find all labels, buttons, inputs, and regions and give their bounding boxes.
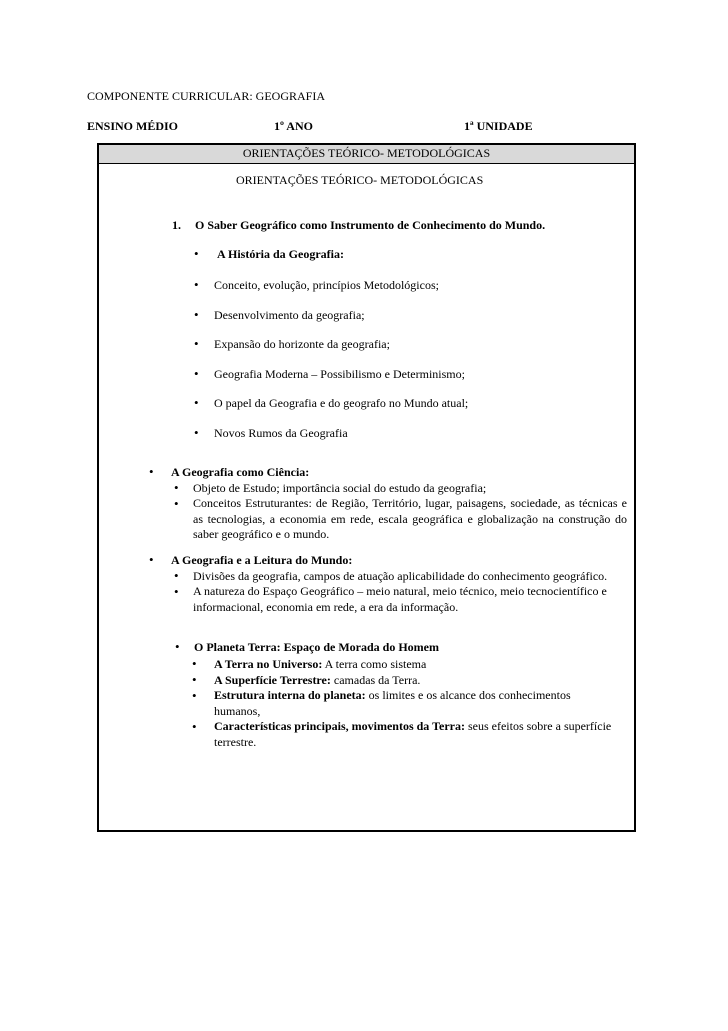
- list-item: [214, 657, 426, 672]
- orientations-box-header: ORIENTAÇÕES TEÓRICO- METODOLÓGICAS: [99, 145, 634, 164]
- section3-title: A Geografia e a Leitura do Mundo:: [171, 553, 353, 567]
- bullet-icon: •: [194, 277, 199, 292]
- bullet-icon: •: [149, 464, 154, 479]
- section1-subtitle: A História da Geografia:: [217, 247, 344, 261]
- bullet-icon: •: [194, 307, 199, 322]
- bullet-icon: •: [192, 672, 197, 687]
- curricular-component: COMPONENTE CURRICULAR: GEOGRAFIA: [87, 89, 326, 103]
- bullet-icon: •: [174, 496, 179, 511]
- bullet-icon: •: [194, 395, 199, 410]
- list-item: Expansão do horizonte da geografia;: [214, 337, 390, 351]
- section1-title: O Saber Geográfico como Instrumento de Conhecimento do Mundo.: [195, 218, 546, 232]
- list-item: [214, 688, 604, 719]
- list-item: Novos Rumos da Geografia: [214, 426, 348, 440]
- list-item-heading: Estrutura interna do planeta:: [214, 688, 366, 702]
- bullet-icon: •: [174, 568, 179, 583]
- list-item-heading: Características principais, movimentos da Terra:: [214, 719, 465, 733]
- list-item: Geografia Moderna – Possibilismo e Determinismo;: [214, 367, 465, 381]
- teaching-unit: 1ª UNIDADE: [464, 119, 533, 133]
- section2-title: A Geografia como Ciência:: [171, 465, 310, 479]
- list-item-heading: A Terra no Universo:: [214, 657, 323, 671]
- bullet-icon: •: [192, 719, 197, 734]
- bullet-icon: •: [192, 656, 197, 671]
- list-item: Objeto de Estudo; importância social do estudo da geografia;: [193, 481, 487, 495]
- bullet-icon: •: [194, 425, 199, 440]
- bullet-icon: •: [194, 246, 199, 261]
- list-item: A natureza do Espaço Geográfico – meio natural, meio técnico, meio tecnocientífico e informacional, economia em rede, a era da informação.: [193, 584, 607, 614]
- bullet-icon: •: [192, 688, 197, 703]
- bullet-icon: •: [174, 480, 179, 495]
- list-item-heading: A Superfície Terrestre:: [214, 673, 331, 687]
- list-item: O papel da Geografia e do geografo no Mundo atual;: [214, 396, 469, 410]
- bullet-icon: •: [194, 366, 199, 381]
- list-item-text: A terra como sistema: [322, 657, 427, 671]
- education-level: ENSINO MÉDIO: [87, 119, 179, 133]
- bullet-icon: •: [174, 584, 179, 599]
- list-item: Conceito, evolução, princípios Metodológicos;: [214, 278, 439, 292]
- list-item: Desenvolvimento da geografia;: [214, 308, 365, 322]
- list-item-text: camadas da Terra.: [330, 673, 421, 687]
- list-item: Divisões da geografia, campos de atuação aplicabilidade do conhecimento geográfico.: [193, 569, 608, 583]
- list-item-text: seus efeitos sobre a superfície terrestre.: [214, 719, 612, 749]
- bullet-icon: •: [194, 336, 199, 351]
- list-item: [214, 719, 628, 750]
- section4-title: O Planeta Terra: Espaço de Morada do Homem: [194, 640, 439, 654]
- bullet-icon: •: [175, 639, 180, 654]
- bullet-icon: •: [149, 552, 154, 567]
- list-item: Conceitos Estruturantes: de Região, Território, lugar, paisagens, sociedade, as técnicas e as tecnologias, a economia em rede, escala geográfica e globalização na construção do saber geográfico e o mundo.: [193, 496, 627, 541]
- section1-number: 1.: [172, 218, 181, 232]
- list-item: [214, 673, 420, 688]
- list-item-text: os limites e os alcance dos conhecimentos humanos,: [214, 688, 571, 718]
- orientations-subtitle: ORIENTAÇÕES TEÓRICO- METODOLÓGICAS: [236, 173, 484, 187]
- school-year: 1º ANO: [274, 119, 313, 133]
